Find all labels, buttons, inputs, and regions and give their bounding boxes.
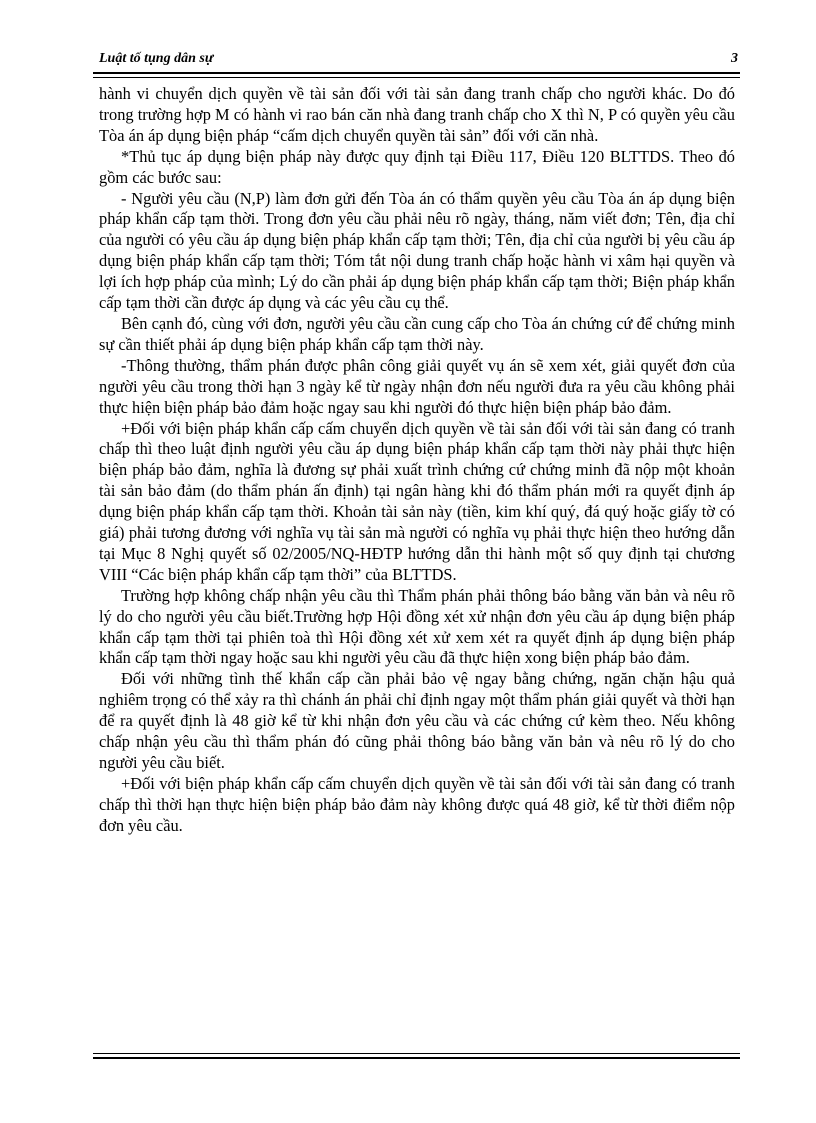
header-rule-thin (93, 77, 740, 78)
header-title: Luật tố tụng dân sự (99, 51, 214, 66)
paragraph: -Thông thường, thẩm phán được phân công giải quyết vụ án sẽ xem xét, giải quyết đơn của người yêu cầu trong thời hạn 3 ngày kể từ ngày nhận đơn nếu người đưa ra yêu cầu không phải thực hiện biện pháp bảo đảm hoặc ngay sau khi người đó thực hiện biện pháp bảo đảm. (99, 355, 735, 417)
paragraph: +Đối với biện pháp khẩn cấp cấm chuyển dịch quyền về tài sản đối với tài sản đang có tranh chấp thì theo luật định người yêu cầu áp dụng biện pháp khẩn cấp tạm thời này phải thực hiện biện pháp bảo đảm, nghĩa là đương sự phải xuất trình chứng cứ chứng minh đã nộp một khoản tài sản bảo đảm (do thẩm phán ấn định) tại ngân hàng khi đó thẩm phán mới ra quyết định áp dụng biện pháp khẩn cấp tạm thời. Khoản tài sản này (tiền, kim khí quý, đá quý hoặc giấy tờ có giá) phải tương đương với nghĩa vụ tài sản mà người có nghĩa vụ phải thực hiện theo hướng dẫn tại Mục 8 Nghị quyết số 02/2005/NQ-HĐTP hướng dẫn thi hành một số quy định tại chương VIII “Các biện pháp khẩn cấp tạm thời” của BLTTDS. (99, 418, 735, 584)
page-number: 3 (731, 51, 738, 66)
footer-rule-thin (93, 1053, 740, 1054)
page-header (93, 49, 740, 71)
body-text (99, 84, 735, 837)
paragraph: *Thủ tục áp dụng biện pháp này được quy định tại Điều 117, Điều 120 BLTTDS. Theo đó gồm các bước sau: (99, 146, 735, 187)
paragraph: Đối với những tình thế khẩn cấp cần phải bảo vệ ngay bằng chứng, ngăn chặn hậu quả nghiêm trọng có thể xảy ra thì chánh án phải chỉ định ngay một thẩm phán giải quyết và thời hạn để ra quyết định là 48 giờ kể từ khi nhận đơn yêu cầu và các chứng cứ kèm theo. Nếu không chấp nhận yêu cầu thì thẩm phán đó cũng phải thông báo bằng văn bản và nêu rõ lý do cho người yêu cầu biết. (99, 669, 735, 772)
paragraph: +Đối với biện pháp khẩn cấp cấm chuyển dịch quyền về tài sản đối với tài sản đang có tranh chấp thì thời hạn thực hiện biện pháp bảo đảm này không được quá 48 giờ, kể từ thời điểm nộp đơn yêu cầu. (99, 773, 735, 835)
footer-rule-thick (93, 1057, 740, 1059)
paragraph: Trường hợp không chấp nhận yêu cầu thì Thẩm phán phải thông báo bằng văn bản và nêu rõ lý do cho người yêu cầu biết.Trường hợp Hội đồng xét xử nhận đơn yêu cầu áp dụng biện pháp khẩn cấp tạm thời tại phiên toà thì Hội đồng xét xử xem xét ra quyết định áp dụng biện pháp khẩn cấp tạm thời ngay hoặc sau khi người yêu cầu đã thực hiện xong biện pháp bảo đảm. (99, 585, 735, 668)
paragraph: Bên cạnh đó, cùng với đơn, người yêu cầu cần cung cấp cho Tòa án chứng cứ để chứng minh sự cần thiết phải áp dụng biện pháp khẩn cấp tạm thời này. (99, 313, 735, 354)
paragraph: hành vi chuyển dịch quyền về tài sản đối với tài sản đang tranh chấp cho người khác. Do đó trong trường hợp M có hành vi rao bán căn nhà đang tranh chấp cho X thì N, P có quyền yêu cầu Tòa án áp dụng biện pháp “cấm dịch chuyển quyền tài sản” đối với căn nhà. (99, 84, 735, 145)
paragraph: - Người yêu cầu (N,P) làm đơn gửi đến Tòa án có thẩm quyền yêu cầu Tòa án áp dụng biện pháp khẩn cấp tạm thời. Trong đơn yêu cầu phải nêu rõ ngày, tháng, năm viết đơn; Tên, địa chỉ của người có yêu cầu áp dụng biện pháp khẩn cấp tạm thời; Tên, địa chỉ của người bị yêu cầu áp dụng biện pháp khẩn cấp tạm thời; Tóm tắt nội dung tranh chấp hoặc hành vi xâm hại quyền và lợi ích hợp pháp của mình; Lý do cần phải áp dụng biện pháp khẩn cấp tạm thời; Biện pháp khẩn cấp tạm thời cần được áp dụng và các yêu cầu cụ thể. (99, 188, 735, 313)
header-rule-thick (93, 72, 740, 74)
